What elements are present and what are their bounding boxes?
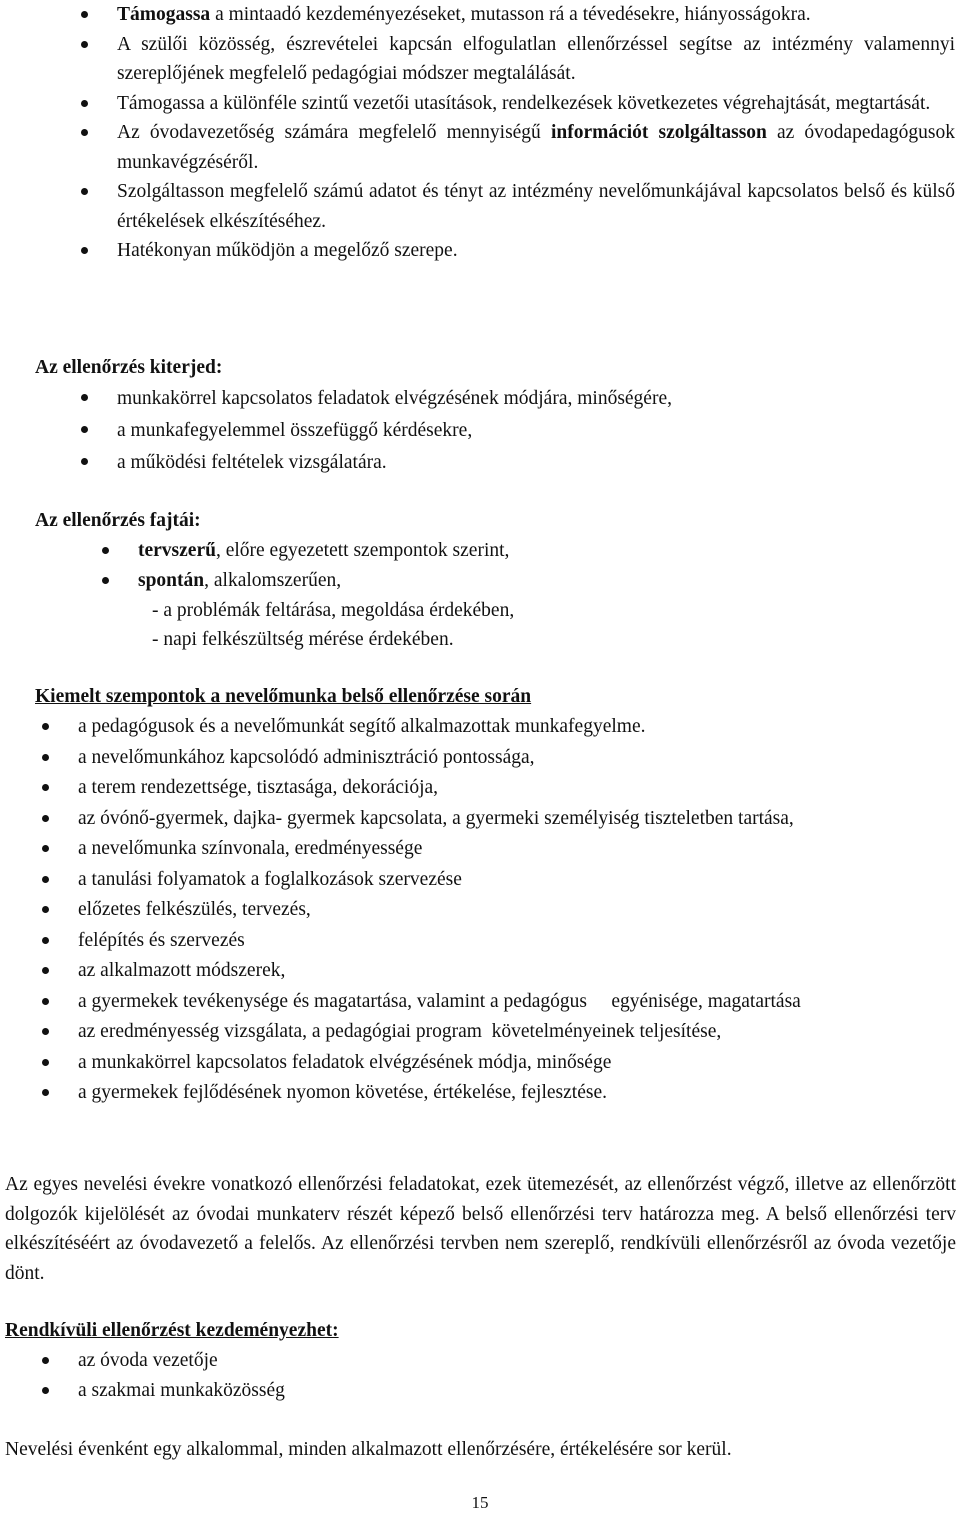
list-item: A szülői közösség, észrevételei kapcsán elfogulatlan ellenőrzéssel segítse az intézmény valamennyi szereplőjének megfelelő pedagógiai módszer megtalálását. [117, 30, 955, 89]
key-points-heading: Kiemelt szempontok a nevelőmunka belső ellenőrzése során [35, 686, 532, 707]
list-item: munkakörrel kapcsolatos feladatok elvégzésének módjára, minőségére, [117, 383, 955, 415]
list-item: a nevelőmunkához kapcsolódó adminisztráció pontossága, [78, 743, 956, 774]
list-item: a tanulási folyamatok a foglalkozások szervezése [78, 865, 956, 896]
body-paragraph: Az egyes nevelési évekre vonatkozó ellenőrzési feladatokat, ezek ütemezését, az ellenőrzést végző, illetve az ellenőrzött dolgozók kijelölését az óvodai munkaterv részét képező belső ellenőrzési terv határozza meg. A belső ellenőrzési terv elkészítéséért az óvodavezető a felelős. Az ellenőrzési tervben nem szereplő, rendkívüli ellenőrzésről az óvoda vezetője dönt. [5, 1174, 956, 1284]
list-item: felépítés és szervezés [78, 926, 956, 957]
list-item: előzetes felkészülés, tervezés, [78, 895, 956, 926]
list-item: a működési feltételek vizsgálatára. [117, 447, 955, 479]
closing-sentence: Nevelési évenként egy alkalommal, minden alkalmazott ellenőrzésére, értékelésére sor kerül. [5, 1439, 732, 1460]
list-item: Hatékonyan működjön a megelőző szerepe. [117, 236, 955, 266]
list-item: a nevelőmunka színvonala, eredményessége [78, 834, 956, 865]
scope-heading: Az ellenőrzés kiterjed: [35, 357, 223, 378]
list-item: az eredményesség vizsgálata, a pedagógiai program követelményeinek teljesítése, [78, 1017, 956, 1048]
list-item: Szolgáltasson megfelelő számú adatot és tényt az intézmény nevelőmunkájával kapcsolatos belső és külső értékelések elkészítéséhez. [117, 177, 955, 236]
list-item: Támogassa a mintaadó kezdeményezéseket, mutasson rá a tévedésekre, hiányosságokra. [117, 0, 955, 30]
list-item: Az óvodavezetőség számára megfelelő mennyiségű információt szolgáltasson az óvodapedagógusok munkavégzéséről. [117, 118, 955, 177]
types-sub-item: - napi felkészültség mérése érdekében. [152, 629, 454, 650]
list-item: az óvónő-gyermek, dajka- gyermek kapcsolata, a gyermeki személyiség tiszteletben tartása, [78, 804, 956, 835]
extraordinary-list [78, 1346, 956, 1406]
page-number: 15 [471, 1493, 489, 1512]
list-item: a munkakörrel kapcsolatos feladatok elvégzésének módja, minősége [78, 1048, 956, 1079]
types-list [138, 536, 938, 596]
list-item: a terem rendezettsége, tisztasága, dekorációja, [78, 773, 956, 804]
list-item: a gyermekek tevékenysége és magatartása, valamint a pedagógus egyénisége, magatartása [78, 987, 956, 1018]
types-heading: Az ellenőrzés fajtái: [35, 510, 201, 531]
types-sub-item: - a problémák feltárása, megoldása érdekében, [152, 600, 515, 621]
list-item: a gyermekek fejlődésének nyomon követése, értékelése, fejlesztése. [78, 1078, 956, 1109]
goals-list [117, 0, 955, 266]
list-item: a pedagógusok és a nevelőmunkát segítő alkalmazottak munkafegyelme. [78, 712, 956, 743]
list-item: a szakmai munkaközösség [78, 1376, 956, 1406]
scope-list [117, 383, 955, 479]
key-points-list [78, 712, 956, 1109]
list-item: az alkalmazott módszerek, [78, 956, 956, 987]
list-item: tervszerű, előre egyezetett szempontok szerint, [138, 536, 938, 566]
list-item: a munkafegyelemmel összefüggő kérdésekre, [117, 415, 955, 447]
list-item: spontán, alkalomszerűen, [138, 566, 938, 596]
extraordinary-heading: Rendkívüli ellenőrzést kezdeményezhet: [5, 1320, 339, 1341]
list-item: az óvoda vezetője [78, 1346, 956, 1376]
list-item: Támogassa a különféle szintű vezetői utasítások, rendelkezések következetes végrehajtását, megtartását. [117, 89, 955, 119]
